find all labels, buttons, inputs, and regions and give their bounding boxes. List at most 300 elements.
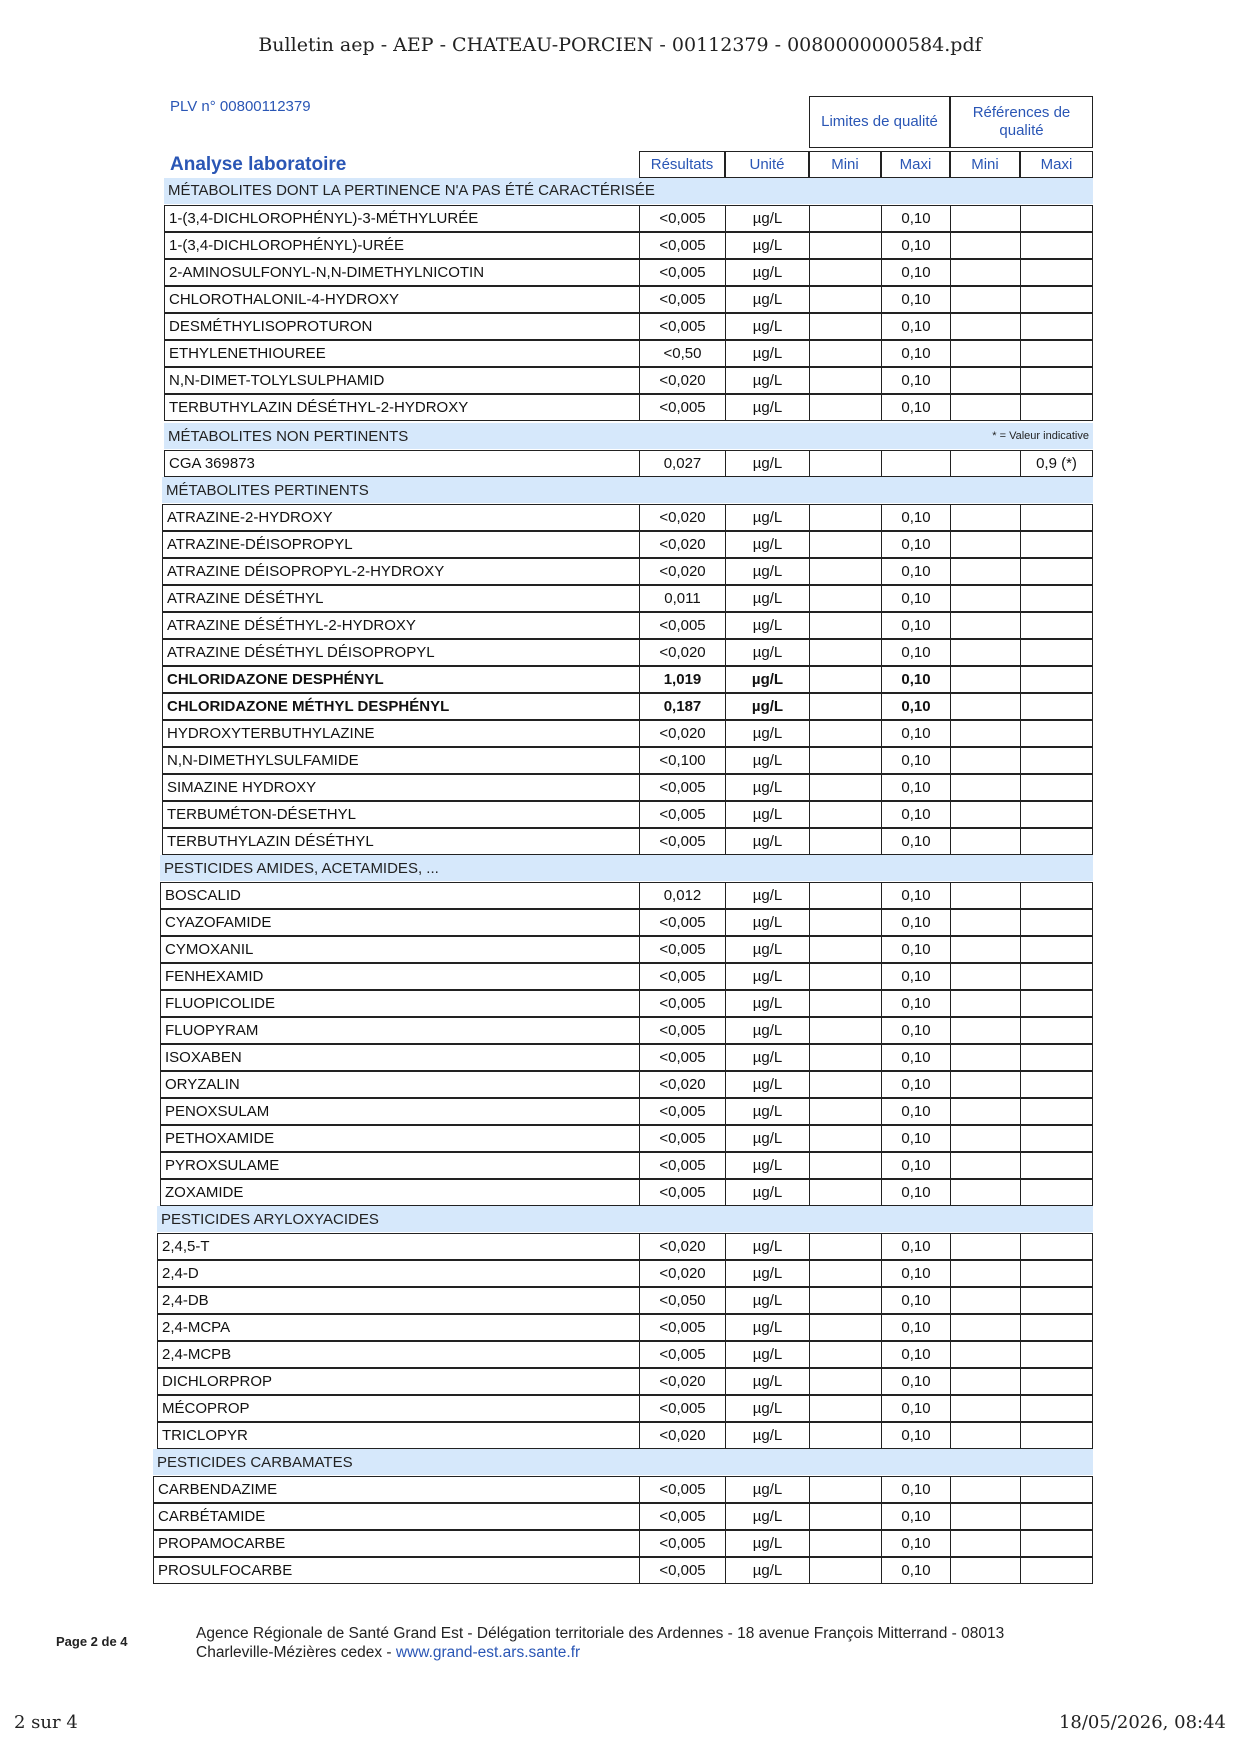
cell-lq-min <box>809 313 881 340</box>
print-timestamp: 18/05/2026, 08:44 <box>1058 1712 1226 1733</box>
group-header <box>157 1206 1093 1232</box>
cell-ref-min <box>950 1341 1020 1368</box>
table-row <box>0 340 1240 367</box>
quality-references-label: Références de qualité <box>972 104 1071 139</box>
table-row <box>0 1152 1240 1179</box>
results-header <box>639 151 725 178</box>
cell-lq-min <box>809 1017 881 1044</box>
cell-lq-min <box>809 1395 881 1422</box>
cell-lq-min <box>809 801 881 828</box>
table-row <box>0 747 1240 774</box>
cell-ref-max <box>1020 963 1093 990</box>
cell-result: <0,020 <box>639 558 725 585</box>
cell-unit: µg/L <box>725 720 809 747</box>
group-header <box>153 1449 1093 1475</box>
cell-lq-max: 0,10 <box>881 1179 950 1206</box>
cell-result: <0,005 <box>639 801 725 828</box>
cell-lq-min <box>809 1152 881 1179</box>
cell-unit: µg/L <box>725 1233 809 1260</box>
cell-unit: µg/L <box>725 1071 809 1098</box>
cell-name: PROSULFOCARBE <box>153 1557 639 1584</box>
cell-result: <0,005 <box>639 909 725 936</box>
group-title: PESTICIDES ARYLOXYACIDES <box>161 1210 379 1228</box>
cell-result: <0,005 <box>639 286 725 313</box>
table-row <box>0 612 1240 639</box>
cell-result: <0,005 <box>639 963 725 990</box>
cell-result: 0,027 <box>639 450 725 477</box>
cell-lq-min <box>809 531 881 558</box>
cell-name: TRICLOPYR <box>157 1422 639 1449</box>
cell-result: <0,020 <box>639 531 725 558</box>
cell-lq-max: 0,10 <box>881 1125 950 1152</box>
table-row <box>0 259 1240 286</box>
cell-unit: µg/L <box>725 693 809 720</box>
cell-ref-min <box>950 504 1020 531</box>
table-row <box>0 936 1240 963</box>
cell-ref-min <box>950 531 1020 558</box>
cell-name: DICHLORPROP <box>157 1368 639 1395</box>
cell-ref-min <box>950 963 1020 990</box>
cell-ref-max <box>1020 990 1093 1017</box>
table-row <box>0 232 1240 259</box>
page-number: Page 2 de 4 <box>56 1634 128 1649</box>
cell-ref-min <box>950 1287 1020 1314</box>
cell-lq-min <box>809 1557 881 1584</box>
group-header <box>162 477 1093 503</box>
cell-ref-min <box>950 720 1020 747</box>
table-row <box>0 1233 1240 1260</box>
pdf-file-title: Bulletin aep - AEP - CHATEAU-PORCIEN - 00112379 - 0080000000584.pdf <box>258 34 982 56</box>
cell-ref-min <box>950 367 1020 394</box>
cell-result: <0,005 <box>639 1314 725 1341</box>
cell-name: ATRAZINE-DÉISOPROPYL <box>162 531 639 558</box>
table-row <box>0 367 1240 394</box>
table-row <box>0 1530 1240 1557</box>
table-row <box>0 531 1240 558</box>
table-row <box>0 639 1240 666</box>
cell-name: SIMAZINE HYDROXY <box>162 774 639 801</box>
group-title: MÉTABOLITES NON PERTINENTS <box>168 427 409 445</box>
cell-unit: µg/L <box>725 1152 809 1179</box>
cell-ref-max <box>1020 504 1093 531</box>
cell-result: <0,005 <box>639 1476 725 1503</box>
cell-ref-max <box>1020 1422 1093 1449</box>
cell-lq-max: 0,10 <box>881 990 950 1017</box>
cell-result: <0,005 <box>639 1530 725 1557</box>
table-row <box>0 720 1240 747</box>
cell-name: TERBUTHYLAZIN DÉSÉTHYL <box>162 828 639 855</box>
cell-name: ZOXAMIDE <box>160 1179 639 1206</box>
cell-lq-min <box>809 1422 881 1449</box>
cell-lq-max: 0,10 <box>881 1233 950 1260</box>
cell-lq-min <box>809 1503 881 1530</box>
cell-ref-min <box>950 774 1020 801</box>
cell-lq-max: 0,10 <box>881 504 950 531</box>
cell-result: <0,005 <box>639 1044 725 1071</box>
plv-number: PLV n° 00800112379 <box>170 98 311 115</box>
cell-ref-min <box>950 693 1020 720</box>
cell-lq-min <box>809 1341 881 1368</box>
cell-ref-min <box>950 1152 1020 1179</box>
cell-name: ISOXABEN <box>160 1044 639 1071</box>
cell-name: 2,4-DB <box>157 1287 639 1314</box>
cell-unit: µg/L <box>725 963 809 990</box>
cell-ref-max <box>1020 747 1093 774</box>
cell-result: <0,020 <box>639 720 725 747</box>
quality-limits-header <box>809 96 950 148</box>
cell-ref-max <box>1020 774 1093 801</box>
cell-ref-min <box>950 1422 1020 1449</box>
cell-result: <0,005 <box>639 232 725 259</box>
cell-lq-max: 0,10 <box>881 1368 950 1395</box>
cell-unit: µg/L <box>725 1017 809 1044</box>
cell-lq-max: 0,10 <box>881 367 950 394</box>
cell-lq-min <box>809 259 881 286</box>
cell-unit: µg/L <box>725 666 809 693</box>
cell-unit: µg/L <box>725 205 809 232</box>
cell-lq-max: 0,10 <box>881 394 950 421</box>
references-max-label: Maxi <box>1040 155 1073 173</box>
cell-ref-max <box>1020 1125 1093 1152</box>
cell-lq-min <box>809 558 881 585</box>
cell-name: DESMÉTHYLISOPROTURON <box>164 313 639 340</box>
cell-result: <0,005 <box>639 1125 725 1152</box>
cell-lq-max: 0,10 <box>881 1395 950 1422</box>
cell-ref-min <box>950 1260 1020 1287</box>
results-header-label: Résultats <box>650 155 714 173</box>
cell-ref-min <box>950 1395 1020 1422</box>
cell-ref-min <box>950 1368 1020 1395</box>
cell-name: TERBUMÉTON-DÉSETHYL <box>162 801 639 828</box>
cell-ref-max <box>1020 259 1093 286</box>
table-row <box>0 1044 1240 1071</box>
cell-ref-max: 0,9 (*) <box>1020 450 1093 477</box>
cell-ref-max <box>1020 1341 1093 1368</box>
cell-ref-min <box>950 394 1020 421</box>
cell-unit: µg/L <box>725 801 809 828</box>
cell-ref-min <box>950 585 1020 612</box>
cell-unit: µg/L <box>725 313 809 340</box>
cell-ref-max <box>1020 367 1093 394</box>
viewer-page-counter: 2 sur 4 <box>14 1712 78 1733</box>
references-max-header <box>1020 151 1093 178</box>
cell-name: ATRAZINE DÉISOPROPYL-2-HYDROXY <box>162 558 639 585</box>
cell-lq-max: 0,10 <box>881 828 950 855</box>
cell-unit: µg/L <box>725 612 809 639</box>
cell-name: FLUOPICOLIDE <box>160 990 639 1017</box>
cell-ref-min <box>950 666 1020 693</box>
limits-max-label: Maxi <box>899 155 932 173</box>
cell-unit: µg/L <box>725 394 809 421</box>
cell-ref-min <box>950 1179 1020 1206</box>
cell-name: 2,4-MCPB <box>157 1341 639 1368</box>
cell-unit: µg/L <box>725 340 809 367</box>
agency-address-line2 <box>196 1643 1004 1662</box>
cell-lq-min <box>809 286 881 313</box>
cell-ref-min <box>950 1557 1020 1584</box>
cell-lq-min <box>809 367 881 394</box>
table-row <box>0 205 1240 232</box>
cell-ref-max <box>1020 1287 1093 1314</box>
cell-lq-min <box>809 612 881 639</box>
cell-lq-min <box>809 720 881 747</box>
cell-lq-max: 0,10 <box>881 585 950 612</box>
cell-unit: µg/L <box>725 1503 809 1530</box>
cell-unit: µg/L <box>725 585 809 612</box>
cell-name: 2,4,5-T <box>157 1233 639 1260</box>
cell-ref-max <box>1020 531 1093 558</box>
table-row <box>0 1503 1240 1530</box>
cell-ref-min <box>950 1125 1020 1152</box>
limits-min-label: Mini <box>831 155 859 173</box>
cell-unit: µg/L <box>725 1179 809 1206</box>
cell-lq-min <box>809 1071 881 1098</box>
cell-lq-max: 0,10 <box>881 232 950 259</box>
cell-ref-min <box>950 450 1020 477</box>
cell-ref-min <box>950 1017 1020 1044</box>
cell-ref-max <box>1020 1395 1093 1422</box>
cell-ref-max <box>1020 882 1093 909</box>
group-title: PESTICIDES AMIDES, ACETAMIDES, ... <box>164 859 439 877</box>
cell-name: 2,4-MCPA <box>157 1314 639 1341</box>
table-row <box>0 1314 1240 1341</box>
cell-ref-min <box>950 1233 1020 1260</box>
cell-lq-max: 0,10 <box>881 205 950 232</box>
cell-lq-min <box>809 909 881 936</box>
cell-lq-min <box>809 450 881 477</box>
cell-ref-max <box>1020 693 1093 720</box>
table-row <box>0 990 1240 1017</box>
cell-lq-max: 0,10 <box>881 1341 950 1368</box>
cell-ref-min <box>950 1530 1020 1557</box>
table-row <box>0 1125 1240 1152</box>
table-row <box>0 1422 1240 1449</box>
cell-unit: µg/L <box>725 882 809 909</box>
limits-min-header <box>809 151 881 178</box>
cell-lq-max: 0,10 <box>881 313 950 340</box>
cell-ref-min <box>950 205 1020 232</box>
cell-ref-max <box>1020 340 1093 367</box>
cell-lq-min <box>809 1530 881 1557</box>
cell-lq-max: 0,10 <box>881 1287 950 1314</box>
cell-ref-min <box>950 340 1020 367</box>
cell-ref-min <box>950 1098 1020 1125</box>
cell-unit: µg/L <box>725 990 809 1017</box>
table-row <box>0 1368 1240 1395</box>
cell-lq-min <box>809 747 881 774</box>
group-header <box>164 178 1093 204</box>
cell-lq-max: 0,10 <box>881 286 950 313</box>
cell-lq-max: 0,10 <box>881 1503 950 1530</box>
cell-unit: µg/L <box>725 1341 809 1368</box>
cell-ref-min <box>950 1044 1020 1071</box>
cell-name: ETHYLENETHIOUREE <box>164 340 639 367</box>
cell-lq-min <box>809 1287 881 1314</box>
cell-result: <0,005 <box>639 612 725 639</box>
cell-unit: µg/L <box>725 1557 809 1584</box>
cell-result: <0,020 <box>639 1071 725 1098</box>
cell-lq-min <box>809 205 881 232</box>
cell-ref-min <box>950 801 1020 828</box>
cell-lq-min <box>809 1179 881 1206</box>
cell-lq-max: 0,10 <box>881 1260 950 1287</box>
cell-lq-min <box>809 1260 881 1287</box>
cell-name: CARBÉTAMIDE <box>153 1503 639 1530</box>
cell-unit: µg/L <box>725 639 809 666</box>
cell-name: PROPAMOCARBE <box>153 1530 639 1557</box>
cell-name: CYMOXANIL <box>160 936 639 963</box>
cell-name: FENHEXAMID <box>160 963 639 990</box>
table-row <box>0 504 1240 531</box>
cell-lq-max: 0,10 <box>881 909 950 936</box>
cell-lq-max: 0,10 <box>881 612 950 639</box>
cell-unit: µg/L <box>725 1044 809 1071</box>
cell-name: TERBUTHYLAZIN DÉSÉTHYL-2-HYDROXY <box>164 394 639 421</box>
table-row <box>0 313 1240 340</box>
cell-result: <0,005 <box>639 774 725 801</box>
cell-lq-min <box>809 1368 881 1395</box>
cell-lq-max: 0,10 <box>881 1017 950 1044</box>
table-row <box>0 286 1240 313</box>
cell-result: <0,050 <box>639 1287 725 1314</box>
cell-ref-max <box>1020 801 1093 828</box>
cell-unit: µg/L <box>725 1368 809 1395</box>
cell-result: <0,005 <box>639 1017 725 1044</box>
cell-ref-min <box>950 747 1020 774</box>
cell-ref-min <box>950 1476 1020 1503</box>
table-row <box>0 801 1240 828</box>
cell-name: 1-(3,4-DICHLOROPHÉNYL)-URÉE <box>164 232 639 259</box>
cell-lq-max: 0,10 <box>881 1098 950 1125</box>
cell-ref-min <box>950 1503 1020 1530</box>
cell-result: <0,020 <box>639 1368 725 1395</box>
agency-website-link[interactable]: www.grand-est.ars.sante.fr <box>395 1644 581 1661</box>
cell-lq-max: 0,10 <box>881 531 950 558</box>
cell-result: <0,005 <box>639 205 725 232</box>
cell-lq-min <box>809 882 881 909</box>
cell-ref-min <box>950 612 1020 639</box>
cell-ref-max <box>1020 558 1093 585</box>
cell-unit: µg/L <box>725 504 809 531</box>
cell-unit: µg/L <box>725 558 809 585</box>
cell-result: <0,005 <box>639 313 725 340</box>
cell-unit: µg/L <box>725 1476 809 1503</box>
cell-name: ATRAZINE DÉSÉTHYL-2-HYDROXY <box>162 612 639 639</box>
cell-result: 0,187 <box>639 693 725 720</box>
cell-ref-max <box>1020 936 1093 963</box>
cell-unit: µg/L <box>725 747 809 774</box>
cell-lq-max: 0,10 <box>881 936 950 963</box>
group-header <box>164 423 1093 449</box>
cell-name: PETHOXAMIDE <box>160 1125 639 1152</box>
cell-unit: µg/L <box>725 232 809 259</box>
cell-name: ATRAZINE DÉSÉTHYL <box>162 585 639 612</box>
cell-lq-max: 0,10 <box>881 1476 950 1503</box>
cell-ref-max <box>1020 639 1093 666</box>
cell-lq-max: 0,10 <box>881 1071 950 1098</box>
table-row <box>0 882 1240 909</box>
cell-lq-min <box>809 963 881 990</box>
cell-lq-max: 0,10 <box>881 666 950 693</box>
limits-max-header <box>881 151 950 178</box>
cell-lq-min <box>809 774 881 801</box>
cell-lq-min <box>809 1476 881 1503</box>
cell-name: CHLOROTHALONIL-4-HYDROXY <box>164 286 639 313</box>
cell-ref-min <box>950 1314 1020 1341</box>
cell-lq-min <box>809 232 881 259</box>
table-row <box>0 1071 1240 1098</box>
cell-lq-max: 0,10 <box>881 1044 950 1071</box>
cell-name: BOSCALID <box>160 882 639 909</box>
cell-lq-min <box>809 504 881 531</box>
cell-ref-max <box>1020 1017 1093 1044</box>
cell-ref-max <box>1020 1233 1093 1260</box>
cell-ref-max <box>1020 1098 1093 1125</box>
cell-name: HYDROXYTERBUTHYLAZINE <box>162 720 639 747</box>
cell-ref-max <box>1020 1179 1093 1206</box>
cell-ref-max <box>1020 1476 1093 1503</box>
cell-result: 0,011 <box>639 585 725 612</box>
cell-lq-min <box>809 1125 881 1152</box>
cell-result: <0,020 <box>639 639 725 666</box>
table-row <box>0 666 1240 693</box>
cell-lq-max: 0,10 <box>881 1557 950 1584</box>
unit-header-label: Unité <box>749 155 785 173</box>
cell-ref-max <box>1020 1314 1093 1341</box>
cell-lq-max: 0,10 <box>881 963 950 990</box>
cell-name: 2,4-D <box>157 1260 639 1287</box>
cell-lq-min <box>809 394 881 421</box>
table-row <box>0 1476 1240 1503</box>
cell-ref-min <box>950 639 1020 666</box>
cell-lq-max: 0,10 <box>881 720 950 747</box>
table-row <box>0 1017 1240 1044</box>
references-min-label: Mini <box>971 155 999 173</box>
cell-lq-min <box>809 585 881 612</box>
table-row <box>0 828 1240 855</box>
cell-ref-min <box>950 936 1020 963</box>
cell-lq-min <box>809 693 881 720</box>
cell-lq-max: 0,10 <box>881 801 950 828</box>
cell-result: <0,005 <box>639 990 725 1017</box>
cell-result: <0,100 <box>639 747 725 774</box>
cell-lq-max: 0,10 <box>881 639 950 666</box>
cell-name: 1-(3,4-DICHLOROPHÉNYL)-3-MÉTHYLURÉE <box>164 205 639 232</box>
cell-lq-max: 0,10 <box>881 1530 950 1557</box>
cell-lq-min <box>809 666 881 693</box>
table-row <box>0 1260 1240 1287</box>
cell-name: CGA 369873 <box>164 450 639 477</box>
cell-name: CYAZOFAMIDE <box>160 909 639 936</box>
cell-unit: µg/L <box>725 1287 809 1314</box>
table-row <box>0 1557 1240 1584</box>
table-row <box>0 450 1240 477</box>
cell-ref-min <box>950 232 1020 259</box>
cell-lq-max: 0,10 <box>881 1152 950 1179</box>
cell-unit: µg/L <box>725 1395 809 1422</box>
table-row <box>0 1098 1240 1125</box>
cell-unit: µg/L <box>725 1260 809 1287</box>
cell-ref-min <box>950 882 1020 909</box>
cell-name: N,N-DIMET-TOLYLSULPHAMID <box>164 367 639 394</box>
table-row <box>0 774 1240 801</box>
cell-ref-max <box>1020 612 1093 639</box>
cell-unit: µg/L <box>725 531 809 558</box>
cell-lq-max: 0,10 <box>881 693 950 720</box>
cell-unit: µg/L <box>725 909 809 936</box>
cell-result: 0,012 <box>639 882 725 909</box>
cell-result: <0,005 <box>639 1557 725 1584</box>
